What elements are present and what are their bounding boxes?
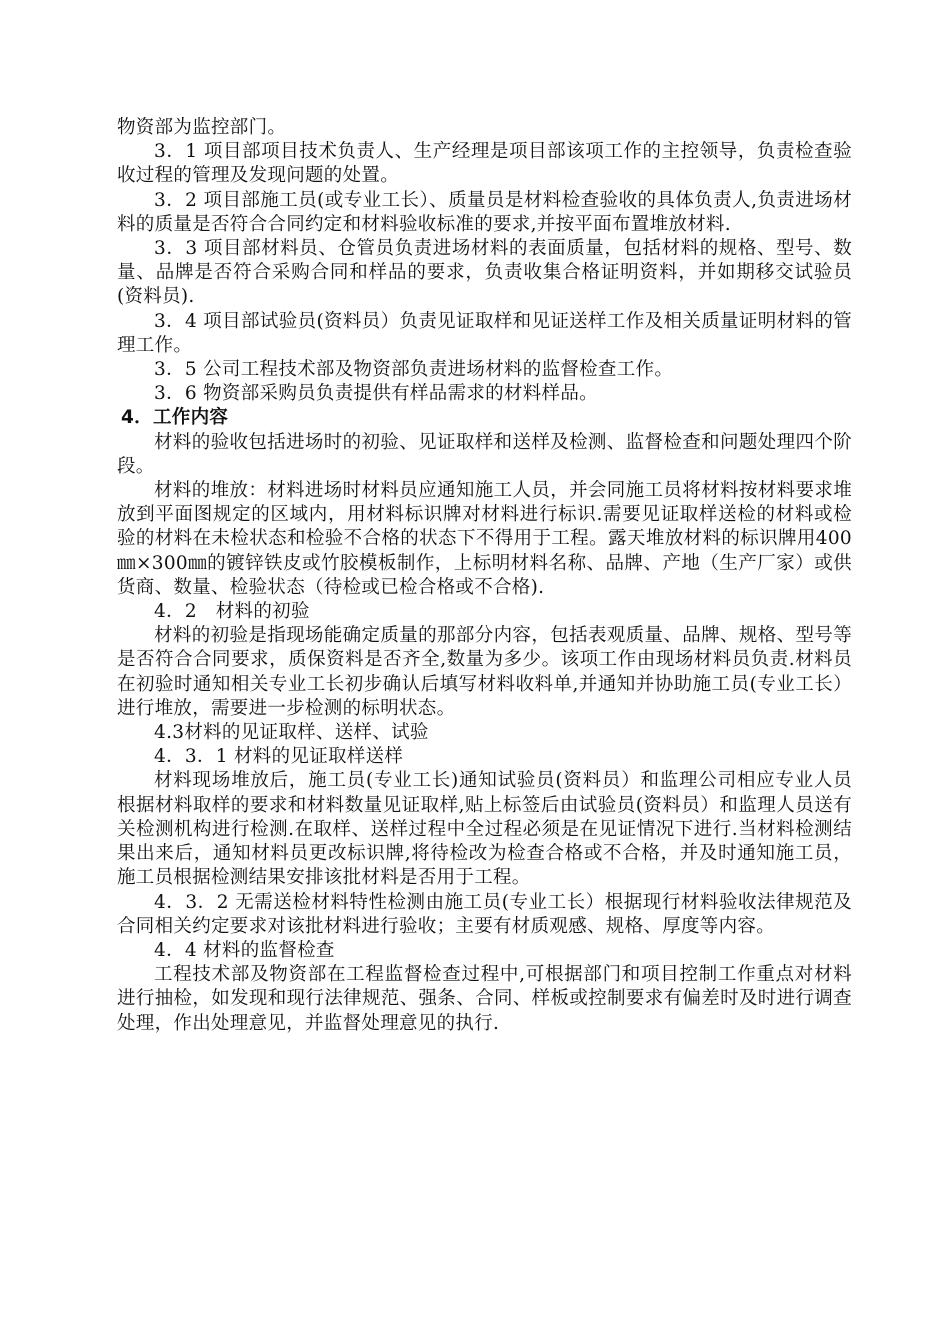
paragraph-witness-sampling: 材料现场堆放后，施工员(专业工长)通知试验员(资料员）和监理公司相应专业人员根据材料取样的要求和材料数量见证取样,贴上标签后由试验员(资料员）和监理人员送有关检测机构进行检测.在取样、送样过程中全过程必须是在见证情况下进行.当材料检测结果出来后，通知材料员更改标识牌,将待检改为检查合格或不合格，并及时通知施工员，施工员根据检测结果安排该批材料是否用于工程。 — [117, 770, 852, 889]
subheading-4-3-1: 4．3．1 材料的见证取样送样 — [154, 746, 404, 768]
paragraph-supervision-dept: 物资部为监控部门。 — [117, 117, 287, 138]
paragraph-3-6: 3．6 物资部采购员负责提供有样品需求的材料样品。 — [154, 383, 598, 405]
subheading-4-3: 4.3材料的见证取样、送样、试验 — [154, 722, 429, 744]
section-heading-4: 4．工作内容 — [121, 407, 229, 429]
subheading-4-2: 4．2 材料的初验 — [154, 601, 310, 623]
paragraph-3-3: 3．3 项目部材料员、仓管员负责进场材料的表面质量，包括材料的规格、型号、数量、品牌是否符合采购合同和样品的要求，负责收集合格证明资料，并如期移交试验员(资料员). — [117, 238, 852, 308]
paragraph-3-2: 3．2 项目部施工员(或专业工长）、质量员是材料检查验收的具体负责人,负责进场材料的质量是否符合合同约定和材料验收标准的要求,并按平面布置堆放材料. — [117, 189, 852, 235]
paragraph-3-1: 3．1 项目部项目技术负责人、生产经理是项目部该项工作的主控领导，负责检查验收过程的管理及发现问题的处置。 — [117, 141, 852, 187]
document-page — [117, 116, 852, 1036]
paragraph-material-stacking: 材料的堆放：材料进场时材料员应通知施工人员，并会同施工员将材料按材料要求堆放到平面图规定的区域内，用材料标识牌对材料进行标识.需要见证取样送检的材料或检验的材料在未检状态和检验不合格的状态下不得用于工程。露天堆放材料的标识牌用400㎜×300㎜的镀锌铁皮或竹胶模板制作，上标明材料名称、品牌、产地（生产厂家）或供货商、数量、检验状态（待检或已检合格或不合格). — [117, 480, 852, 598]
paragraph-3-4: 3．4 项目部试验员(资料员）负责见证取样和见证送样工作及相关质量证明材料的管理工作。 — [117, 310, 852, 356]
paragraph-initial-inspection: 材料的初验是指现场能确定质量的那部分内容，包括表观质量、品牌、规格、型号等是否符合合同要求，质保资料是否齐全,数量为多少。该项工作由现场材料员负责.材料员在初验时通知相关专业工长初步确认后填写材料收料单,并通知并协助施工员(专业工长）进行堆放，需要进一步检测的标明状态。 — [117, 625, 852, 719]
paragraph-acceptance-stages: 材料的验收包括进场时的初验、见证取样和送样及检测、监督检查和问题处理四个阶段。 — [117, 431, 852, 477]
subheading-4-4: 4．4 材料的监督检查 — [154, 939, 335, 961]
paragraph-supervision-check: 工程技术部及物资部在工程监督检查过程中,可根据部门和项目控制工作重点对材料进行抽检，如发现和现行法律规范、强条、合同、样板或控制要求有偏差时及时进行调查处理，作出处理意见，并监督处理意见的执行. — [117, 964, 852, 1034]
paragraph-3-5: 3．5 公司工程技术部及物资部负责进场材料的监督检查工作。 — [154, 359, 674, 381]
paragraph-4-3-2: 4．3．2 无需送检材料特性检测由施工员(专业工长）根据现行材料验收法律规范及合同相关约定要求对该批材料进行验收；主要有材质观感、规格、厚度等内容。 — [117, 891, 852, 937]
